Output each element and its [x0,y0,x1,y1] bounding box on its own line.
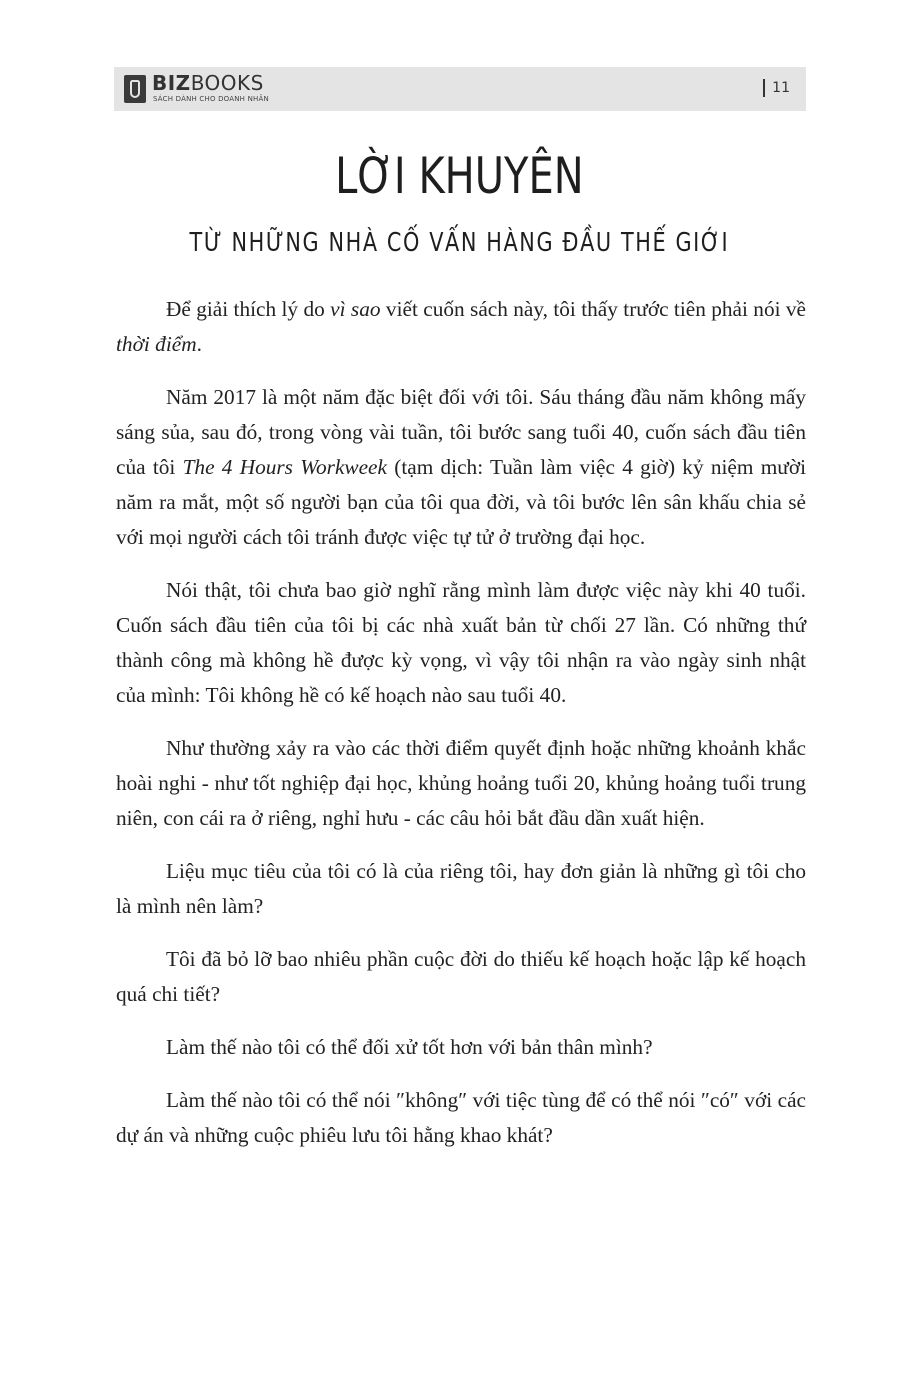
book-title-italic: The 4 Hours Workweek [182,455,387,479]
paragraph-8: Làm thế nào tôi có thể nói ″không″ với tiệc tùng để có thể nói ″có″ với các dự án và những cuộc phiêu lưu tôi hằng khao khát? [116,1088,806,1147]
chapter-subtitle: TỪ NHỮNG NHÀ CỐ VẤN HÀNG ĐẦU THẾ GIỚI [189,228,730,258]
italic-phrase: vì sao [330,297,381,321]
logo-name-bold: BIZ [152,71,191,95]
paragraph-6: Tôi đã bỏ lỡ bao nhiêu phần cuộc đời do thiếu kế hoạch hoặc lập kế hoạch quá chi tiết? [116,947,806,1006]
paragraph-text: Để giải thích lý do [166,297,331,321]
body-text [116,292,806,1171]
paragraph-4: Như thường xảy ra vào các thời điểm quyết định hoặc những khoảnh khắc hoài nghi - như tốt nghiệp đại học, khủng hoảng tuổi 20, khủng hoảng tuổi trung niên, con cái ra ở riêng, nghỉ hưu - các câu hỏi bắt đầu dần xuất hiện. [116,736,806,830]
italic-phrase: thời điểm [116,332,197,356]
bizbooks-logo-icon [124,75,146,103]
page-number: 11 [763,79,790,97]
logo-name [152,73,264,93]
paragraph-text: Năm 2017 là một năm đặc biệt đối với tôi. Sáu tháng đầu năm không mấy sáng sủa, sau đó, trong vòng vài tuần, tôi bước sang tuổi 40, cuốn sách đầu tiên của tôi [116,385,806,479]
paragraph-3: Nói thật, tôi chưa bao giờ nghĩ rằng mình làm được việc này khi 40 tuổi. Cuốn sách đầu tiên của tôi bị các nhà xuất bản từ chối 27 lần. Có những thứ thành công mà không hề được kỳ vọng, vì vậy tôi nhận ra vào ngày sinh nhật của mình: Tôi không hề có kế hoạch nào sau tuổi 40. [116,578,806,707]
paragraph-5: Liệu mục tiêu của tôi có là của riêng tôi, hay đơn giản là những gì tôi cho là mình nên làm? [116,859,806,918]
logo-tagline: SÁCH DÀNH CHO DOANH NHÂN [153,95,269,103]
paragraph-2 [116,380,806,555]
paragraph-text: viết cuốn sách này, tôi thấy trước tiên phải nói về [380,297,807,321]
paragraph-7: Làm thế nào tôi có thể đối xử tốt hơn với bản thân mình? [166,1035,653,1059]
running-header [114,67,806,111]
paragraph-text: . [196,332,202,356]
paragraph-text: (tạm dịch: Tuần làm việc 4 giờ) kỷ niệm mười năm ra mắt, một số người bạn của tôi qua đời, và tôi bước lên sân khấu chia sẻ với mọi người cách tôi tránh được việc tự tử ở trường đại học. [116,455,807,549]
chapter-title: LỜI KHUYÊN [335,147,584,205]
paragraph-1 [116,292,806,362]
logo-name-light: BOOKS [190,71,264,95]
